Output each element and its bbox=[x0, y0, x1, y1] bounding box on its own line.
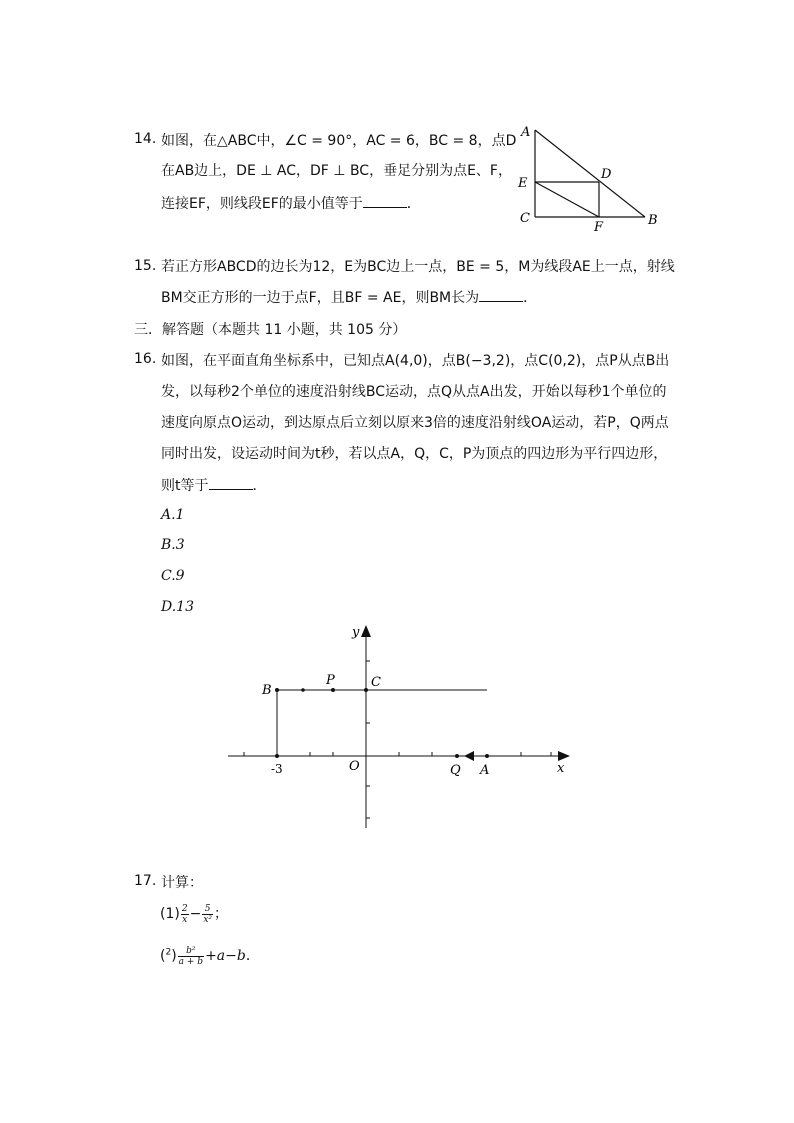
answer-blank[interactable] bbox=[479, 289, 523, 302]
label-a: A bbox=[480, 763, 490, 778]
part-2-end: ． bbox=[245, 948, 260, 964]
numerator: 5 bbox=[202, 904, 213, 915]
q14-end: ． bbox=[406, 196, 421, 212]
q14-line-1: 如图，在△ABC中，∠C = 90°，AC = 6，BC = 8，点D bbox=[161, 133, 517, 149]
minus-sign: − bbox=[189, 906, 202, 922]
part-2-label-close: ) bbox=[171, 948, 177, 964]
option-b[interactable]: B.3 bbox=[161, 537, 185, 553]
label-p: P bbox=[326, 673, 335, 688]
option-d[interactable]: D.13 bbox=[161, 599, 194, 615]
numerator: b² bbox=[178, 946, 204, 957]
y-axis-label: y bbox=[352, 625, 360, 640]
q15-end: ． bbox=[523, 290, 538, 306]
x-axis-arrow bbox=[558, 751, 570, 761]
fraction bbox=[178, 946, 204, 967]
part-1-label: (1) bbox=[160, 906, 180, 922]
q16-number: 16. bbox=[134, 351, 157, 367]
side-ab bbox=[535, 130, 645, 217]
label-a: A bbox=[521, 125, 531, 140]
option-c[interactable]: C.9 bbox=[161, 568, 185, 584]
part-2-expression: +a−b bbox=[205, 948, 246, 964]
option-a[interactable]: A.1 bbox=[161, 507, 185, 523]
q17-part-2 bbox=[160, 945, 260, 967]
q-direction-arrow bbox=[464, 751, 474, 761]
q16-end: ． bbox=[252, 478, 267, 494]
q16-coordinate-graph bbox=[220, 620, 580, 835]
y-axis-arrow bbox=[361, 625, 371, 637]
segment-ef bbox=[535, 182, 599, 217]
q17-part-1 bbox=[160, 903, 228, 925]
answer-blank[interactable] bbox=[363, 195, 407, 208]
label-c: C bbox=[371, 675, 381, 690]
point-q bbox=[455, 754, 459, 758]
q16-line-5 bbox=[161, 475, 267, 495]
label-neg3: -3 bbox=[271, 762, 283, 776]
label-b: B bbox=[262, 683, 272, 698]
q14-number: 14. bbox=[134, 131, 157, 147]
point-neg3 bbox=[275, 754, 279, 758]
label-d: D bbox=[601, 167, 612, 182]
part-1-end: ； bbox=[214, 906, 228, 922]
label-c: C bbox=[520, 211, 530, 226]
point-p bbox=[331, 688, 335, 692]
q14-line-2: 在AB边上，DE ⊥ AC，DF ⊥ BC，垂足分别为点E、F， bbox=[161, 163, 512, 179]
denominator: x² bbox=[203, 914, 212, 925]
q14-line-3 bbox=[161, 193, 421, 213]
q16-line-1: 如图，在平面直角坐标系中，已知点A(4,0)，点B(−3,2)，点C(0,2)，点P从点B出 bbox=[161, 353, 670, 369]
part-2-label-open: ( bbox=[160, 948, 166, 964]
q15-line-2 bbox=[161, 287, 537, 307]
part-2-label-sup: 2 bbox=[165, 947, 172, 958]
point-c bbox=[364, 688, 368, 692]
q15-line-2-text: BM交正方形的一边于点F，且BF = AE，则BM长为 bbox=[161, 290, 480, 306]
label-q: Q bbox=[450, 763, 461, 778]
q16-line-3: 速度向原点O运动，到达原点后立刻以原来3倍的速度沿射线OA运动，若P，Q两点 bbox=[161, 415, 669, 431]
label-o: O bbox=[349, 759, 360, 774]
q16-line-4: 同时出发，设运动时间为t秒，若以点A，Q，C，P为顶点的四边形为平行四边形， bbox=[161, 446, 668, 462]
point-a bbox=[485, 754, 489, 758]
q15-line-1: 若正方形ABCD的边长为12，E为BC边上一点，BE = 5，M为线段AE上一点，射线 bbox=[161, 259, 675, 275]
grid-point bbox=[301, 688, 305, 692]
point-b bbox=[275, 688, 279, 692]
label-b: B bbox=[648, 213, 658, 228]
q16-line-5-text: 则t等于 bbox=[161, 478, 209, 494]
x-axis-label: x bbox=[557, 761, 565, 776]
denominator: x bbox=[182, 914, 188, 925]
numerator: 2 bbox=[181, 903, 188, 914]
label-e: E bbox=[518, 176, 528, 191]
q17-number: 17. bbox=[134, 873, 157, 889]
fraction bbox=[202, 904, 213, 925]
denominator: a + b bbox=[178, 956, 204, 967]
section-heading: 三．解答题（本题共 11 小题，共 105 分） bbox=[134, 322, 407, 338]
q14-triangle-figure bbox=[510, 124, 670, 234]
q14-line-3-text: 连接EF，则线段EF的最小值等于 bbox=[161, 196, 363, 212]
fraction bbox=[181, 904, 189, 925]
q16-line-2: 发，以每秒2个单位的速度沿射线BC运动，点Q从点A出发，开始以每秒1个单位的 bbox=[161, 384, 667, 400]
answer-blank[interactable] bbox=[209, 477, 253, 490]
label-f: F bbox=[594, 220, 604, 234]
q15-number: 15. bbox=[134, 258, 157, 274]
q17-title: 计算： bbox=[161, 875, 203, 891]
